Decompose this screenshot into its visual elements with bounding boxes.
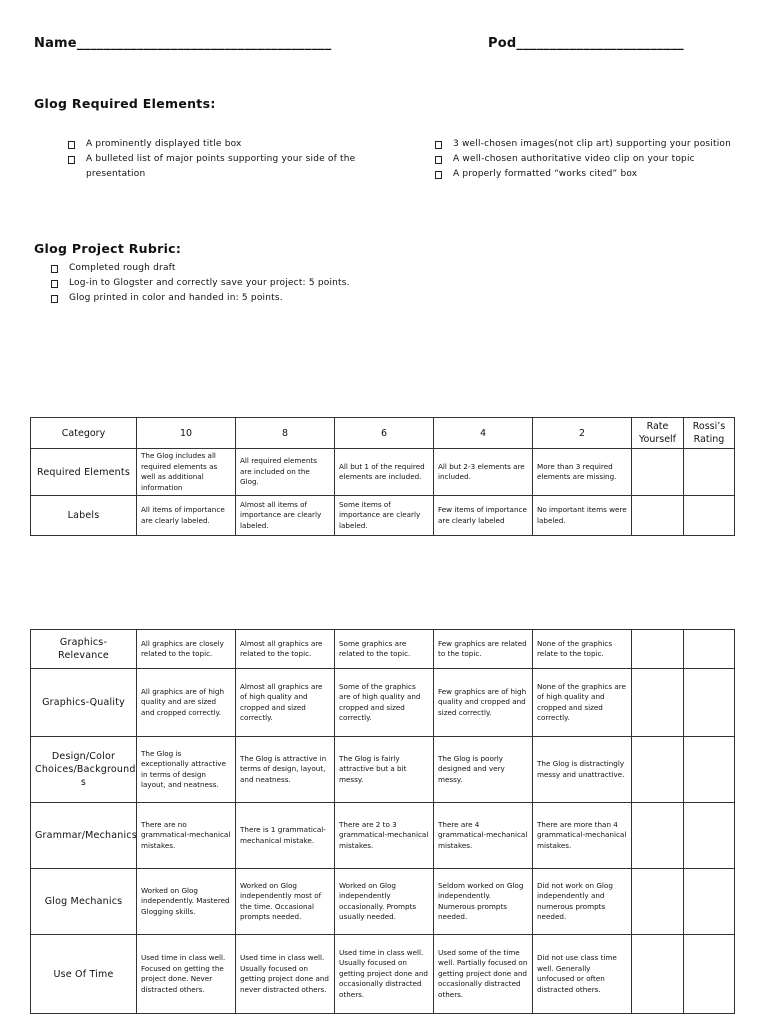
row-category: Use Of Time <box>31 935 137 1014</box>
rubric-cell: Worked on Glog independently occasionally. Prompts usually needed. <box>335 869 434 935</box>
rossis-rating-cell <box>684 669 735 737</box>
rubric-cell: Seldom worked on Glog independently. Numerous prompts needed. <box>434 869 533 935</box>
rate-yourself-cell[interactable] <box>632 669 684 737</box>
rubric-cell: The Glog is poorly designed and very messy. <box>434 737 533 803</box>
rate-yourself-cell[interactable] <box>632 630 684 669</box>
checklist-item: 3 well-chosen images(not clip art) supporting your position <box>435 137 735 152</box>
rubric-cell: Used time in class well. Usually focused on getting project done and occasionally distracted others. <box>335 935 434 1014</box>
table-row <box>31 449 735 496</box>
header-rossis-rating: Rossi’s Rating <box>684 418 735 449</box>
name-field <box>34 36 331 51</box>
rubric-cell: All graphics are closely related to the topic. <box>137 630 236 669</box>
rubric-cell: All but 1 of the required elements are included. <box>335 449 434 496</box>
checklist-item: A properly formatted “works cited” box <box>435 167 735 182</box>
row-category: Required Elements <box>31 449 137 496</box>
table-row <box>31 803 735 869</box>
rubric-cell: Some graphics are related to the topic. <box>335 630 434 669</box>
rubric-cell: None of the graphics relate to the topic. <box>533 630 632 669</box>
rate-yourself-cell[interactable] <box>632 737 684 803</box>
header-8: 8 <box>236 418 335 449</box>
rubric-table-2 <box>30 629 735 1014</box>
row-category: Labels <box>31 496 137 536</box>
header-2: 2 <box>533 418 632 449</box>
rate-yourself-cell[interactable] <box>632 496 684 536</box>
checklist-item: A well-chosen authoritative video clip on your topic <box>435 152 735 167</box>
header-category: Category <box>31 418 137 449</box>
pod-field <box>488 36 684 51</box>
rubric-cell: Few graphics are related to the topic. <box>434 630 533 669</box>
checklist-item: Log-in to Glogster and correctly save your project: 5 points. <box>51 276 451 291</box>
rate-yourself-cell[interactable] <box>632 449 684 496</box>
rossis-rating-cell <box>684 737 735 803</box>
rubric-cell: There is 1 grammatical-mechanical mistake. <box>236 803 335 869</box>
rossis-rating-cell <box>684 449 735 496</box>
rubric-cell: Few items of importance are clearly labeled <box>434 496 533 536</box>
header-4: 4 <box>434 418 533 449</box>
header-6: 6 <box>335 418 434 449</box>
rubric-cell: The Glog includes all required elements as well as additional information <box>137 449 236 496</box>
rubric-cell: Worked on Glog independently most of the time. Occasional prompts needed. <box>236 869 335 935</box>
rossis-rating-cell <box>684 803 735 869</box>
rubric-cell: Worked on Glog independently. Mastered Glogging skills. <box>137 869 236 935</box>
rubric-cell: There are no grammatical-mechanical mistakes. <box>137 803 236 869</box>
rubric-cell: Used some of the time well. Partially focused on getting project done and occasionally distracted others. <box>434 935 533 1014</box>
rubric-cell: Did not work on Glog independently and numerous prompts needed. <box>533 869 632 935</box>
rubric-cell: Did not use class time well. Generally unfocused or often distracted others. <box>533 935 632 1014</box>
required-left-list <box>68 137 368 182</box>
rubric-cell: Used time in class well. Usually focused on getting project done and never distracted others. <box>236 935 335 1014</box>
rubric-cell: There are more than 4 grammatical-mechanical mistakes. <box>533 803 632 869</box>
rossis-rating-cell <box>684 869 735 935</box>
rubric-cell: No important items were labeled. <box>533 496 632 536</box>
row-category: Grammar/Mechanics <box>31 803 137 869</box>
rubric-cell: Some items of importance are clearly labeled. <box>335 496 434 536</box>
name-line: ______________________________________ <box>76 36 332 51</box>
table-row <box>31 935 735 1014</box>
rate-yourself-cell[interactable] <box>632 869 684 935</box>
rossis-rating-cell <box>684 496 735 536</box>
rubric-table-1 <box>30 417 735 536</box>
rubric-cell: None of the graphics are of high quality and cropped and sized correctly. <box>533 669 632 737</box>
rubric-cell: Used time in class well. Focused on getting the project done. Never distracted others. <box>137 935 236 1014</box>
table-row <box>31 630 735 669</box>
rubric-cell: There are 2 to 3 grammatical-mechanical mistakes. <box>335 803 434 869</box>
rossis-rating-cell <box>684 935 735 1014</box>
rubric-cell: The Glog is attractive in terms of design, layout, and neatness. <box>236 737 335 803</box>
rate-yourself-cell[interactable] <box>632 803 684 869</box>
checklist-item: Glog printed in color and handed in: 5 points. <box>51 291 451 306</box>
table-row <box>31 496 735 536</box>
rubric-cell: All but 2-3 elements are included. <box>434 449 533 496</box>
table-row <box>31 869 735 935</box>
rate-yourself-cell[interactable] <box>632 935 684 1014</box>
rubric-list <box>51 261 451 306</box>
rubric-cell: There are 4 grammatical-mechanical mistakes. <box>434 803 533 869</box>
required-right-list <box>435 137 735 182</box>
checklist-item: A prominently displayed title box <box>68 137 368 152</box>
rossis-rating-cell <box>684 630 735 669</box>
rubric-cell: Almost all graphics are related to the topic. <box>236 630 335 669</box>
required-elements-heading: Glog Required Elements: <box>34 96 216 111</box>
header-rate-yourself: Rate Yourself <box>632 418 684 449</box>
rubric-cell: All items of importance are clearly labeled. <box>137 496 236 536</box>
row-category: Graphics-Quality <box>31 669 137 737</box>
rubric-cell: The Glog is distractingly messy and unattractive. <box>533 737 632 803</box>
table-row <box>31 669 735 737</box>
row-category: Glog Mechanics <box>31 869 137 935</box>
table-header-row <box>31 418 735 449</box>
rubric-cell: Some of the graphics are of high quality and cropped and sized correctly. <box>335 669 434 737</box>
rubric-cell: The Glog is fairly attractive but a bit messy. <box>335 737 434 803</box>
rubric-cell: Almost all graphics are of high quality and cropped and sized correctly. <box>236 669 335 737</box>
pod-line: _________________________ <box>516 36 684 51</box>
rubric-cell: All required elements are included on the Glog. <box>236 449 335 496</box>
rubric-cell: All graphics are of high quality and are sized and cropped correctly. <box>137 669 236 737</box>
rubric-cell: The Glog is exceptionally attractive in terms of design layout, and neatness. <box>137 737 236 803</box>
row-category: Design/Color Choices/Background s <box>31 737 137 803</box>
rubric-heading: Glog Project Rubric: <box>34 241 182 256</box>
header-10: 10 <box>137 418 236 449</box>
checklist-item: A bulleted list of major points supporting your side of the presentation <box>68 152 368 182</box>
checklist-item: Completed rough draft <box>51 261 451 276</box>
rubric-cell: Few graphics are of high quality and cropped and sized correctly. <box>434 669 533 737</box>
row-category: Graphics-Relevance <box>31 630 137 669</box>
table-row <box>31 737 735 803</box>
rubric-cell: Almost all items of importance are clearly labeled. <box>236 496 335 536</box>
rubric-cell: More than 3 required elements are missing. <box>533 449 632 496</box>
name-label: Name <box>34 36 77 51</box>
pod-label: Pod <box>488 36 517 51</box>
